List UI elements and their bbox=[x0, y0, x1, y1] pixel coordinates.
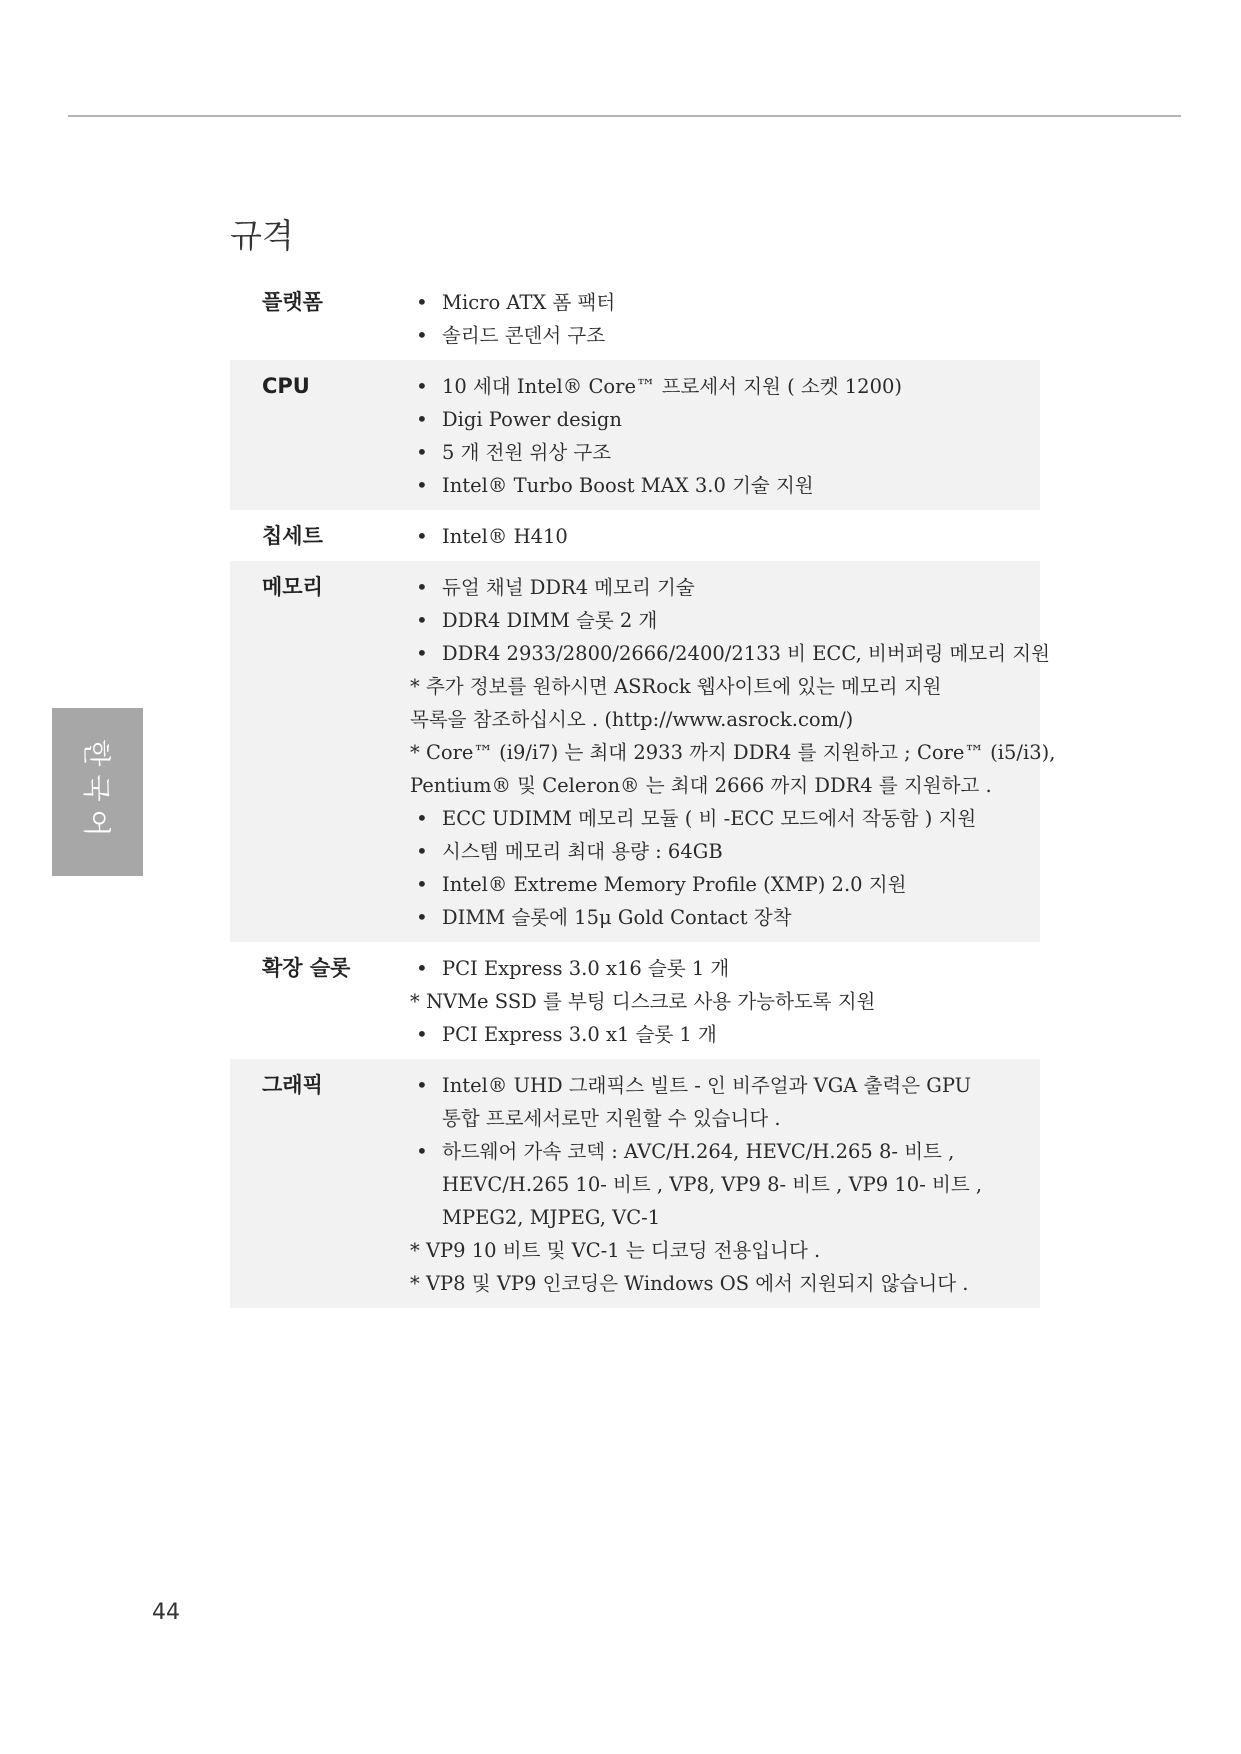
spec-continuation: 통합 프로세서로만 지원할 수 있습니다 . bbox=[442, 1107, 781, 1130]
page-number: 44 bbox=[152, 1600, 180, 1625]
section-body bbox=[410, 1069, 1040, 1300]
spec-note: * NVMe SSD 를 부팅 디스크로 사용 가능하도록 지원 bbox=[410, 990, 876, 1013]
spec-continuation: MPEG2, MJPEG, VC-1 bbox=[442, 1206, 661, 1229]
spec-note: Pentium® 및 Celeron® 는 최대 2666 까지 DDR4 를 지원하고 . bbox=[410, 774, 992, 797]
section-body bbox=[410, 520, 1040, 553]
spec-bullet-item: • Intel® Turbo Boost MAX 3.0 기술 지원 bbox=[410, 469, 1040, 502]
section-label: CPU bbox=[262, 374, 310, 398]
spec-section bbox=[230, 276, 1040, 360]
section-label: 칩세트 bbox=[262, 524, 323, 548]
spec-bullet-item: • 시스템 메모리 최대 용량 : 64GB bbox=[410, 835, 1055, 868]
section-label: 그래픽 bbox=[262, 1073, 323, 1097]
spec-bullet-item: • Intel® H410 bbox=[410, 520, 1040, 553]
section-body bbox=[410, 952, 1040, 1051]
section-label: 메모리 bbox=[262, 575, 323, 599]
spec-bullet-item: • PCI Express 3.0 x16 슬롯 1 개 bbox=[410, 952, 1040, 985]
spec-section bbox=[230, 510, 1040, 561]
section-body bbox=[410, 286, 1040, 352]
spec-bullet-item: • 하드웨어 가속 코덱 : AVC/H.264, HEVC/H.265 8- 비트 , bbox=[410, 1135, 1040, 1168]
spec-note: * VP8 및 VP9 인코딩은 Windows OS 에서 지원되지 않습니다 . bbox=[410, 1272, 969, 1295]
spec-section bbox=[230, 360, 1040, 510]
spec-bullet-item: • Micro ATX 폼 팩터 bbox=[410, 286, 1040, 319]
spec-note: * VP9 10 비트 및 VC-1 는 디코딩 전용입니다 . bbox=[410, 1239, 821, 1262]
spec-section bbox=[230, 942, 1040, 1059]
spec-note: * 추가 정보를 원하시면 ASRock 웹사이트에 있는 메모리 지원 bbox=[410, 675, 942, 698]
spec-note: 목록을 참조하십시오 . (http://www.asrock.com/) bbox=[410, 708, 854, 731]
spec-bullet-item: • 10 세대 Intel® Core™ 프로세서 지원 ( 소켓 1200) bbox=[410, 370, 1040, 403]
spec-bullet-item: • DDR4 DIMM 슬롯 2 개 bbox=[410, 604, 1055, 637]
language-side-tab-label: 한국어 bbox=[79, 739, 113, 845]
section-label: 확장 슬롯 bbox=[262, 956, 351, 980]
spec-note: * Core™ (i9/i7) 는 최대 2933 까지 DDR4 를 지원하고 ; Core™ (i5/i3), bbox=[410, 741, 1056, 764]
spec-section bbox=[230, 1059, 1040, 1308]
spec-section bbox=[230, 561, 1056, 942]
section-label: 플랫폼 bbox=[262, 290, 323, 314]
spec-bullet-item: • 듀얼 채널 DDR4 메모리 기술 bbox=[410, 571, 1055, 604]
spec-bullet-item: • Intel® Extreme Memory Profile (XMP) 2.0 지원 bbox=[410, 868, 1055, 901]
spec-bullet-item: • ECC UDIMM 메모리 모듈 ( 비 -ECC 모드에서 작동함 ) 지원 bbox=[410, 802, 1055, 835]
section-body bbox=[410, 370, 1040, 502]
section-body bbox=[410, 571, 1055, 934]
spec-bullet-item: • Intel® UHD 그래픽스 빌트 - 인 비주얼과 VGA 출력은 GPU bbox=[410, 1069, 1040, 1102]
spec-table bbox=[230, 276, 1056, 1308]
spec-bullet-item: • 5 개 전원 위상 구조 bbox=[410, 436, 1040, 469]
spec-continuation: HEVC/H.265 10- 비트 , VP8, VP9 8- 비트 , VP9 10- 비트 , bbox=[442, 1173, 983, 1196]
page-title: 규격 bbox=[230, 216, 294, 255]
spec-bullet-item: • 솔리드 콘덴서 구조 bbox=[410, 319, 1040, 352]
language-side-tab bbox=[52, 708, 143, 876]
spec-bullet-item: • Digi Power design bbox=[410, 403, 1040, 436]
spec-bullet-item: • DDR4 2933/2800/2666/2400/2133 비 ECC, 비버퍼링 메모리 지원 bbox=[410, 637, 1055, 670]
spec-bullet-item: • DIMM 슬롯에 15μ Gold Contact 장착 bbox=[410, 901, 1055, 934]
header-divider bbox=[68, 115, 1181, 117]
spec-bullet-item: • PCI Express 3.0 x1 슬롯 1 개 bbox=[410, 1018, 1040, 1051]
